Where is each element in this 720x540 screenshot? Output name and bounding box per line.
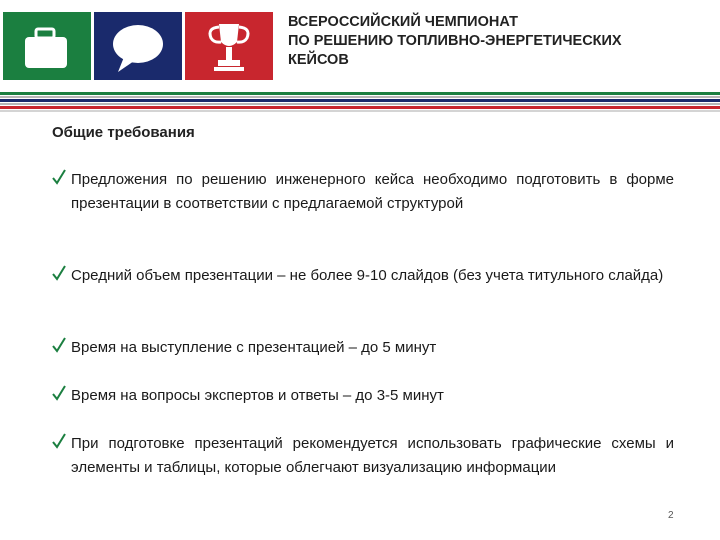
header	[0, 0, 720, 86]
page-number: 2	[668, 510, 674, 521]
speech-bubble-tile	[94, 12, 182, 80]
list-item	[52, 432, 674, 480]
list-item-text: Время на выступление с презентацией – до 5 минут	[71, 339, 437, 356]
list-item-text: Средний объем презентации – не более 9-10 слайдов (без учета титульного слайда)	[71, 267, 664, 284]
speech-bubble-icon	[94, 12, 182, 80]
checkmark-icon	[52, 265, 66, 281]
stripe	[0, 110, 720, 112]
stripe	[0, 103, 720, 105]
section-title: Общие требования	[52, 124, 195, 141]
list-item	[52, 384, 674, 408]
trophy-tile	[185, 12, 273, 80]
checkmark-icon	[52, 337, 66, 353]
title-line: КЕЙСОВ	[288, 52, 349, 68]
stripe	[0, 92, 720, 95]
list-item	[52, 336, 674, 360]
list-item	[52, 264, 674, 288]
briefcase-icon	[3, 12, 91, 80]
decorative-stripes	[0, 92, 720, 116]
list-item-text: При подготовке презентаций рекомендуется использовать графические схемы и элементы и таблицы, которые облегчают визуализацию информации	[71, 435, 674, 476]
trophy-icon	[185, 12, 273, 80]
checkmark-icon	[52, 169, 66, 185]
stripe	[0, 106, 720, 109]
checkmark-icon	[52, 433, 66, 449]
title-line: ПО РЕШЕНИЮ ТОПЛИВНО-ЭНЕРГЕТИЧЕСКИХ	[288, 33, 622, 49]
stripe	[0, 99, 720, 102]
stripe	[0, 96, 720, 98]
championship-title	[288, 13, 708, 70]
list-item	[52, 168, 674, 216]
title-line: ВСЕРОССИЙСКИЙ ЧЕМПИОНАТ	[288, 14, 518, 30]
list-item-text: Предложения по решению инженерного кейса необходимо подготовить в форме презентации в соответствии с предлагаемой структурой	[71, 171, 674, 212]
briefcase-tile	[3, 12, 91, 80]
checkmark-icon	[52, 385, 66, 401]
list-item-text: Время на вопросы экспертов и ответы – до 3-5 минут	[71, 387, 444, 404]
